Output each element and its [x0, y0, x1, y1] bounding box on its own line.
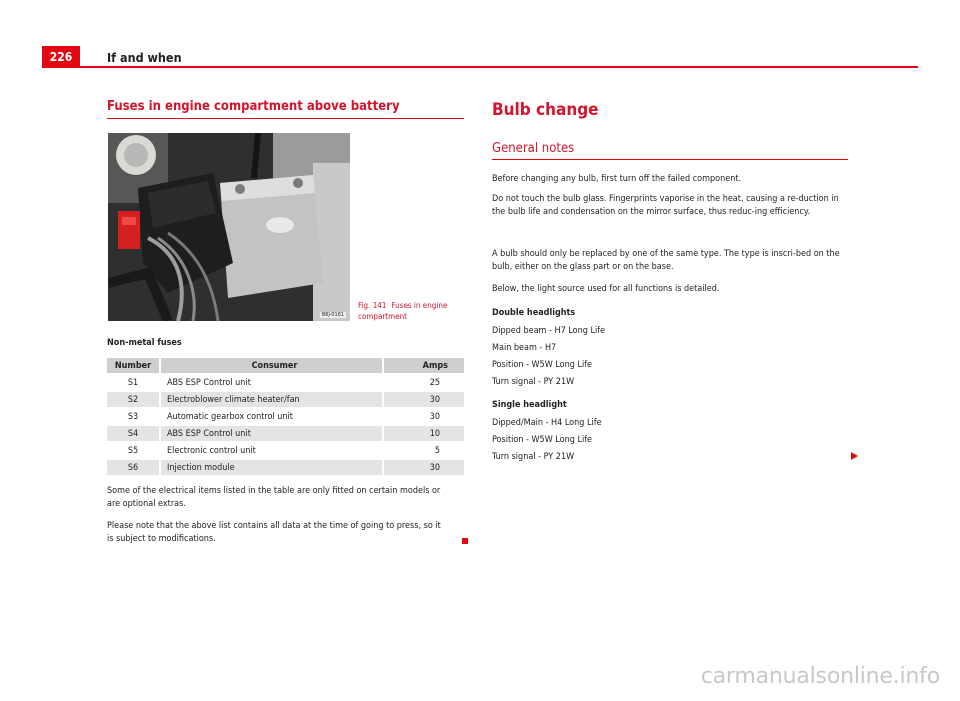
sub-heading-divider: [492, 159, 848, 160]
figure-caption-text: Fuses in engine compartment: [358, 301, 448, 321]
header-consumer: Consumer: [160, 358, 383, 374]
table-row: [107, 442, 464, 459]
section-divider: [107, 118, 464, 119]
fuse-number: S4: [107, 425, 160, 442]
single-headlight-title: Single headlight: [492, 400, 567, 410]
engine-photo-illustration: [108, 133, 350, 321]
fuse-number: S1: [107, 374, 160, 391]
header-divider: [42, 66, 918, 68]
note-paragraph-2: Please note that the above list contains all data at the time of going to press, so it is subject to modifications.: [107, 521, 441, 544]
table-row: [107, 408, 464, 425]
figure-number: Fig. 141: [358, 301, 387, 310]
fuse-amps: 30: [383, 459, 464, 475]
bulb-spec-item: Dipped/Main - H4 Long Life: [492, 418, 602, 428]
watermark: carmanualsonline.info: [700, 664, 940, 689]
bulb-type-paragraph: A bulb should only be replaced by one of the same type. The type is inscri-bed on the bulb, either on the glass part or on the base.: [492, 249, 840, 272]
fuse-consumer: Electroblower climate heater/fan: [160, 391, 383, 408]
fuse-amps: 10: [383, 425, 464, 442]
intro-paragraph: Before changing any bulb, first turn off the failed component.: [492, 174, 742, 184]
fuse-consumer: ABS ESP Control unit: [160, 374, 383, 391]
end-of-section-icon: [462, 538, 468, 544]
fuse-number: S5: [107, 442, 160, 459]
chapter-title: If and when: [107, 50, 182, 65]
figure-code: B6J-0161: [321, 312, 344, 318]
fuse-number: S2: [107, 391, 160, 408]
table-row: [107, 374, 464, 391]
fuse-number: S6: [107, 459, 160, 475]
fuse-consumer: Injection module: [160, 459, 383, 475]
bulb-spec-item: Main beam - H7: [492, 343, 557, 353]
fuse-consumer: Automatic gearbox control unit: [160, 408, 383, 425]
figure-caption: [358, 300, 468, 322]
continue-arrow-icon: [851, 452, 858, 460]
page-number: 226: [42, 46, 80, 67]
header-number: Number: [107, 358, 160, 374]
fuse-table: [107, 358, 464, 475]
main-heading: Bulb change: [492, 100, 599, 120]
table-title: Non-metal fuses: [107, 338, 182, 348]
bulb-spec-item: Position - W5W Long Life: [492, 360, 593, 370]
header-amps: Amps: [383, 358, 464, 374]
bulb-spec-item: Turn signal - PY 21W: [492, 377, 575, 387]
bulb-glass-paragraph: Do not touch the bulb glass. Fingerprints vaporise in the heat, causing a re-duction in the bulb life and condensation on the mirror surface, thus reduc-ing efficiency.: [492, 194, 839, 217]
double-headlights-title: Double headlights: [492, 308, 576, 318]
sub-heading: General notes: [492, 141, 575, 156]
note-paragraph-1: Some of the electrical items listed in the table are only fitted on certain models or are optional extras.: [107, 486, 441, 509]
fuse-amps: 5: [383, 442, 464, 459]
fuse-amps: 30: [383, 408, 464, 425]
table-row: [107, 391, 464, 408]
bulb-spec-item: Turn signal - PY 21W: [492, 452, 575, 462]
fuse-consumer: Electronic control unit: [160, 442, 383, 459]
light-source-paragraph: Below, the light source used for all functions is detailed.: [492, 284, 720, 294]
fuse-amps: 30: [383, 391, 464, 408]
table-row: [107, 425, 464, 442]
table-row: [107, 459, 464, 475]
bulb-spec-item: Dipped beam - H7 Long Life: [492, 326, 606, 336]
fuse-amps: 25: [383, 374, 464, 391]
engine-compartment-photo: [108, 133, 350, 321]
fuse-number: S3: [107, 408, 160, 425]
section-title: Fuses in engine compartment above battery: [107, 99, 400, 114]
bulb-spec-item: Position - W5W Long Life: [492, 435, 593, 445]
table-header-row: [107, 358, 464, 374]
fuse-consumer: ABS ESP Control unit: [160, 425, 383, 442]
